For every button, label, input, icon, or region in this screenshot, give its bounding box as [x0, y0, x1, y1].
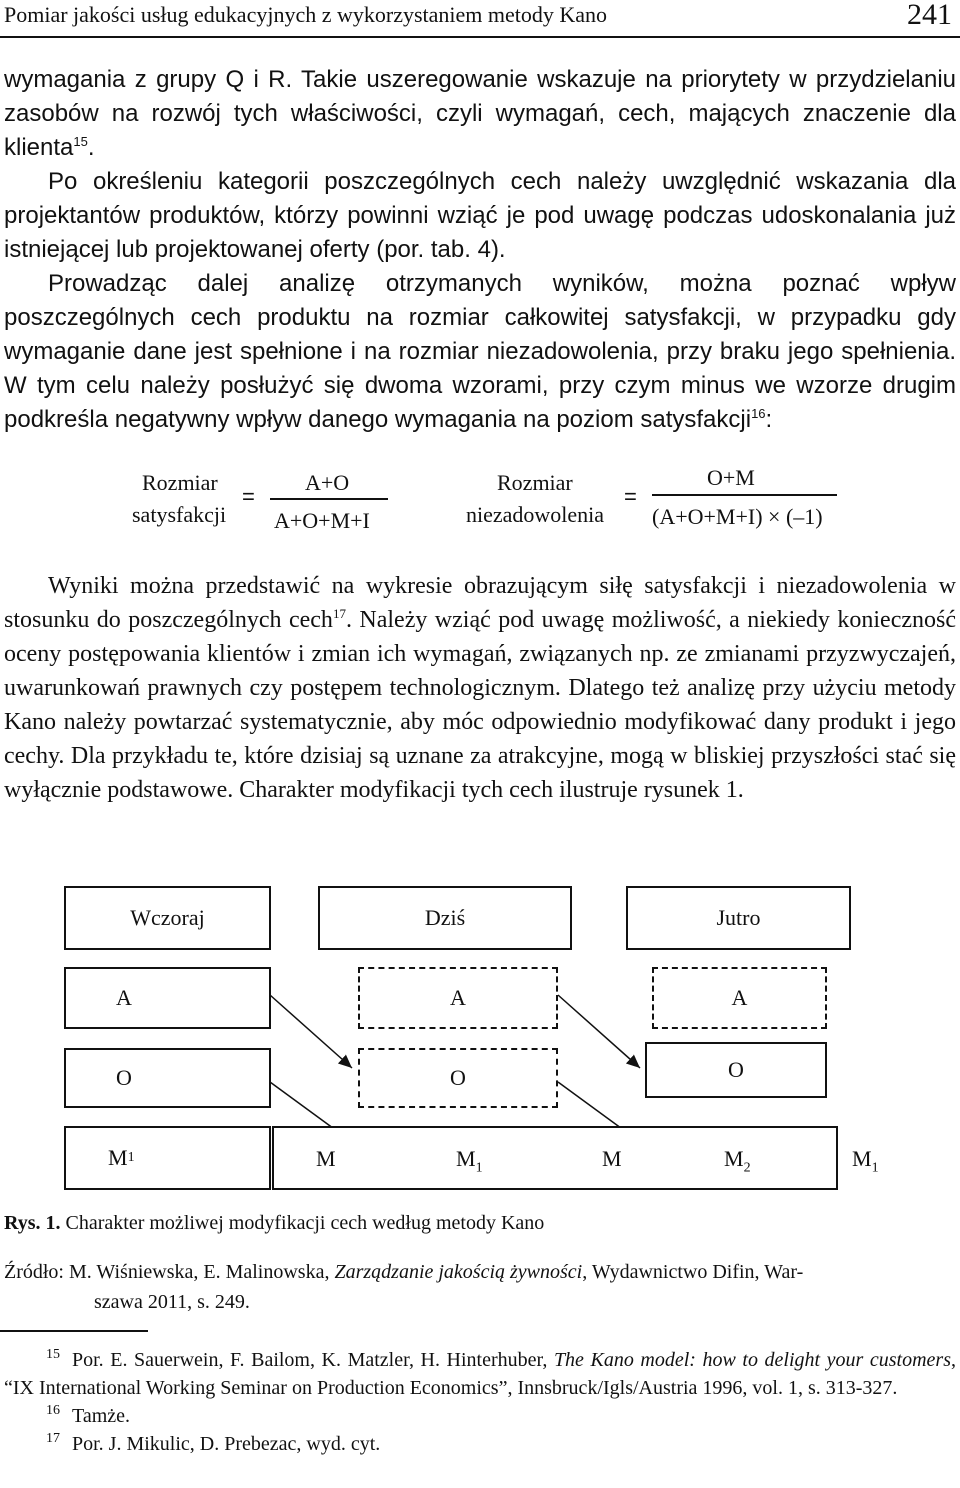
- box-a-dzis: A: [358, 967, 558, 1029]
- column-label-wczoraj: Wczoraj: [130, 905, 205, 930]
- column-label-jutro: Jutro: [716, 905, 761, 930]
- source-title: Zarządzanie jakością żywności: [334, 1261, 583, 1283]
- footnote-ref-15[interactable]: 15: [73, 134, 88, 149]
- body-text-bottom: [4, 569, 956, 807]
- formula2-denominator: (A+O+M+I) × (–1): [652, 504, 823, 529]
- formula1-label-line2: satysfakcji: [132, 502, 227, 527]
- footnote-16: $^{16}$ Tamże.: [46, 1403, 131, 1427]
- column-box-dzis: [318, 886, 572, 950]
- arrow-a-to-o-tomorrow: [558, 995, 640, 1068]
- footnote-15-title: The Kano model: how to delight your customers: [553, 1349, 951, 1371]
- box-o-wczoraj: O: [64, 1048, 271, 1108]
- figure-caption-text: Charakter możliwej modyfikacji cech według metody Kano: [60, 1212, 545, 1234]
- footnote-15: $^{15}$ Por. E. Sauerwein, F. Bailom, K. Matzler, H. Hinterhuber, The Kano model: how to delight your customers, “IX International Working Seminar on Production Economics”, Innsbruck/Igls/Austria 1996, vol. 1, s. 313-327.: [4, 1347, 956, 1399]
- m-tomorrow-3: $M_1$: [852, 1146, 879, 1176]
- m-today-2: $M_1$: [456, 1146, 483, 1176]
- box-m-sequence: [272, 1126, 838, 1190]
- body-text-top: [4, 63, 956, 437]
- box-o-jutro: O: [645, 1042, 827, 1098]
- m-today-1: M: [316, 1146, 336, 1171]
- paragraph-3: Prowadząc dalej analizę otrzymanych wyników, można poznać wpływ poszczególnych cech produktu na rozmiar całkowitej satysfakcji, w przypadku gdy wymaganie dane jest spełnione i na rozmiar niezadowolenia, przy braku jego spełnienia. W tym celu należy posłużyć się dwoma wzorami, przy czym minus we wzorze drugim podkreśla negatywny wpływ danego wymagania na poziom satysfakcji$^{16}$:: [4, 270, 956, 433]
- footnote-rule: [0, 1330, 148, 1332]
- formula2-fraction-bar: [652, 494, 837, 496]
- paragraph-1: wymagania z grupy Q i R. Takie uszeregowanie wskazuje na priorytety w przydzielaniu zasobów na rozwój tych właściwości, czyli wymagań, cech, mających znaczenie dla klienta$^{15}$.: [4, 66, 956, 161]
- box-a-jutro: A: [652, 967, 827, 1029]
- figure-source: Źródło: M. Wiśniewska, E. Malinowska, Zarządzanie jakością żywności, Wydawnictwo Difin, War- szawa 2011, s. 249.: [4, 1261, 804, 1313]
- header-rule: [0, 36, 960, 38]
- m-tomorrow-1: M: [602, 1146, 622, 1171]
- footnote-ref-16[interactable]: 16: [751, 406, 766, 421]
- formula2-numerator: O+M: [707, 465, 755, 490]
- formula2-label-line1: Rozmiar: [497, 470, 573, 495]
- formula1-label-line1: Rozmiar: [142, 470, 218, 495]
- figure-caption: [4, 1212, 544, 1235]
- column-label-dzis: Dziś: [424, 905, 466, 930]
- column-box-jutro: [626, 886, 851, 950]
- formula1-denominator: A+O+M+I: [274, 508, 370, 533]
- formula1-fraction-bar: [270, 498, 388, 500]
- page-number: 241: [907, 0, 952, 31]
- footnote-17: $^{17}$ Por. J. Mikulic, D. Prebezac, wyd. cyt.: [46, 1431, 381, 1455]
- box-a-wczoraj: A: [64, 967, 271, 1029]
- formula2-label-line2: niezadowolenia: [466, 502, 605, 527]
- box-o-dzis: O: [358, 1048, 558, 1108]
- running-header: Pomiar jakości usług edukacyjnych z wykorzystaniem metody Kano: [4, 2, 608, 27]
- column-box-wczoraj: [64, 886, 271, 950]
- paragraph-4: Wyniki można przedstawić na wykresie obrazującym siłę satysfakcji i niezadowolenia w stosunku do poszczególnych cech$^{17}$. Należy wziąć pod uwagę możliwość, a niekiedy konieczność oceny postępowania klientów i zmian ich wymagań, związanych np. ze zmianami przyzwyczajeń, uwarunkowań prawnych czy postępem technologicznym. Dlatego też analizę przy użyciu metody Kano należy powtarzać systematycznie, aby móc odpowiednio modyfikować dany produkt i jego cechy. Dla przykładu te, które dzisiaj są uznane za atrakcyjne, mogą w bliskiej przyszłości stać się wyłącznie podstawowe. Charakter modyfikacji tych cech ilustruje rysunek 1.: [4, 573, 956, 803]
- m-tomorrow-2: $M_2$: [724, 1146, 751, 1176]
- box-m-wczoraj: M 1: [64, 1126, 271, 1190]
- paragraph-2: Po określeniu kategorii poszczególnych cech należy uwzględnić wskazania dla projektantów produktów, którzy powinni wziąć je pod uwagę podczas udoskonalania już istniejącej lub projektowanej oferty (por. tab. 4).: [4, 168, 956, 263]
- footnote-ref-17[interactable]: 17: [332, 606, 346, 621]
- formula1-equals: =: [242, 484, 255, 509]
- formulas: [0, 462, 960, 542]
- footnotes: [4, 1346, 956, 1458]
- formula2-equals: =: [624, 484, 637, 509]
- formula1-numerator: A+O: [305, 470, 350, 495]
- kano-modification-diagram: [0, 880, 960, 1200]
- arrow-a-to-o-today: [270, 995, 352, 1068]
- figure-label: Rys. 1.: [4, 1212, 61, 1234]
